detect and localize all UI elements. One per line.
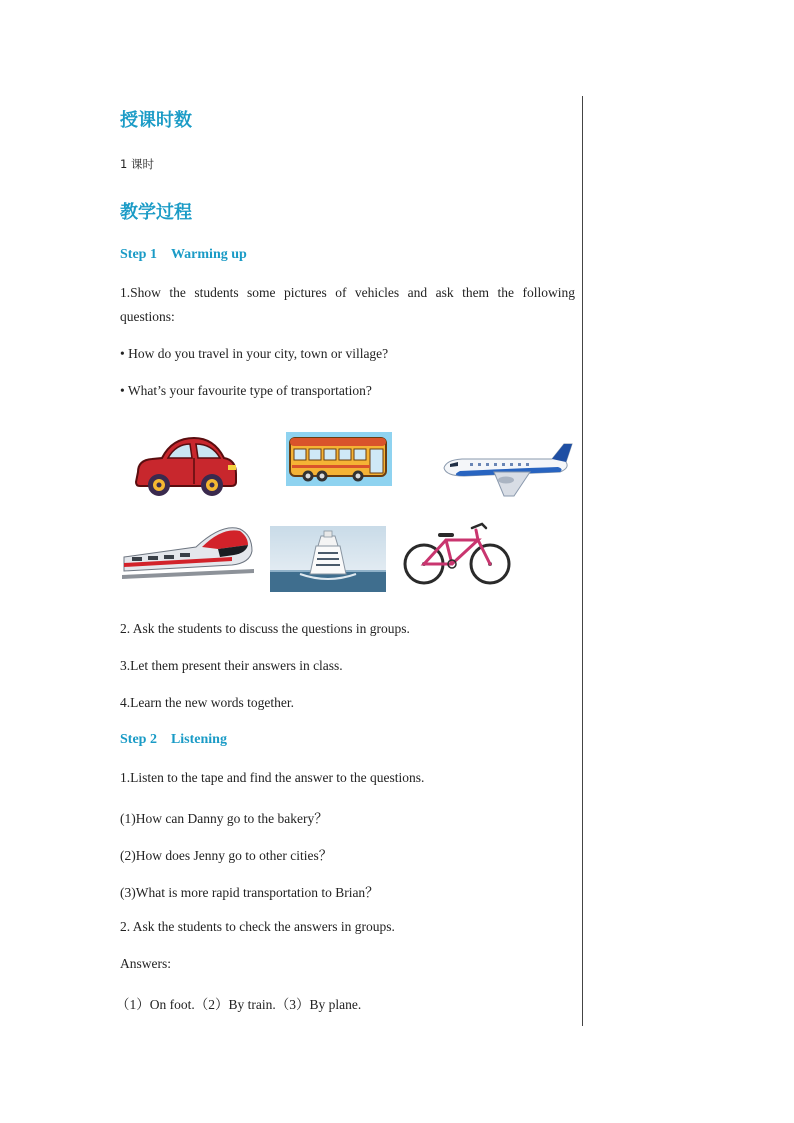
step1-bullet1: • How do you travel in your city, town or village?	[120, 346, 389, 361]
page-margin-rule	[582, 96, 583, 1026]
train-image	[122, 519, 254, 583]
step2-question1: (1)How can Danny go to the bakery？	[120, 811, 328, 826]
step2-question2: (2)How does Jenny go to other cities？	[120, 848, 333, 863]
step1-item2: 2. Ask the students to discuss the questions in groups.	[120, 621, 410, 636]
step1-item3: 3.Let them present their answers in class.	[120, 658, 343, 673]
step2-label: Step 2	[120, 732, 157, 747]
step1-item4: 4.Learn the new words together.	[120, 695, 294, 710]
ship-image	[270, 526, 386, 592]
step2-title: Listening	[170, 732, 227, 747]
bicycle-image	[402, 516, 512, 586]
step1-heading	[120, 247, 247, 263]
car-image	[132, 432, 240, 498]
step1-title: Warming up	[170, 247, 247, 262]
step1-label: Step 1	[120, 247, 157, 262]
step1-bullet2: • What’s your favourite type of transportation?	[120, 383, 372, 398]
hours-heading: 授课时数	[120, 110, 192, 131]
step2-item2: 2. Ask the students to check the answers in groups.	[120, 919, 395, 934]
step2-item1: 1.Listen to the tape and find the answer to the questions.	[120, 770, 425, 785]
answers-label: Answers:	[120, 956, 171, 971]
step1-item1: 1.Show the students some pictures of vehicles and ask them the following questions:	[120, 285, 575, 324]
answers-text: （1）On foot.（2）By train.（3）By plane.	[116, 997, 362, 1012]
bus-image	[286, 432, 392, 486]
step2-question3: (3)What is more rapid transportation to Brian？	[120, 885, 379, 900]
hours-value: 1 课时	[120, 157, 154, 171]
process-heading: 教学过程	[120, 202, 192, 223]
airplane-image	[440, 440, 574, 500]
step2-heading	[120, 732, 227, 748]
